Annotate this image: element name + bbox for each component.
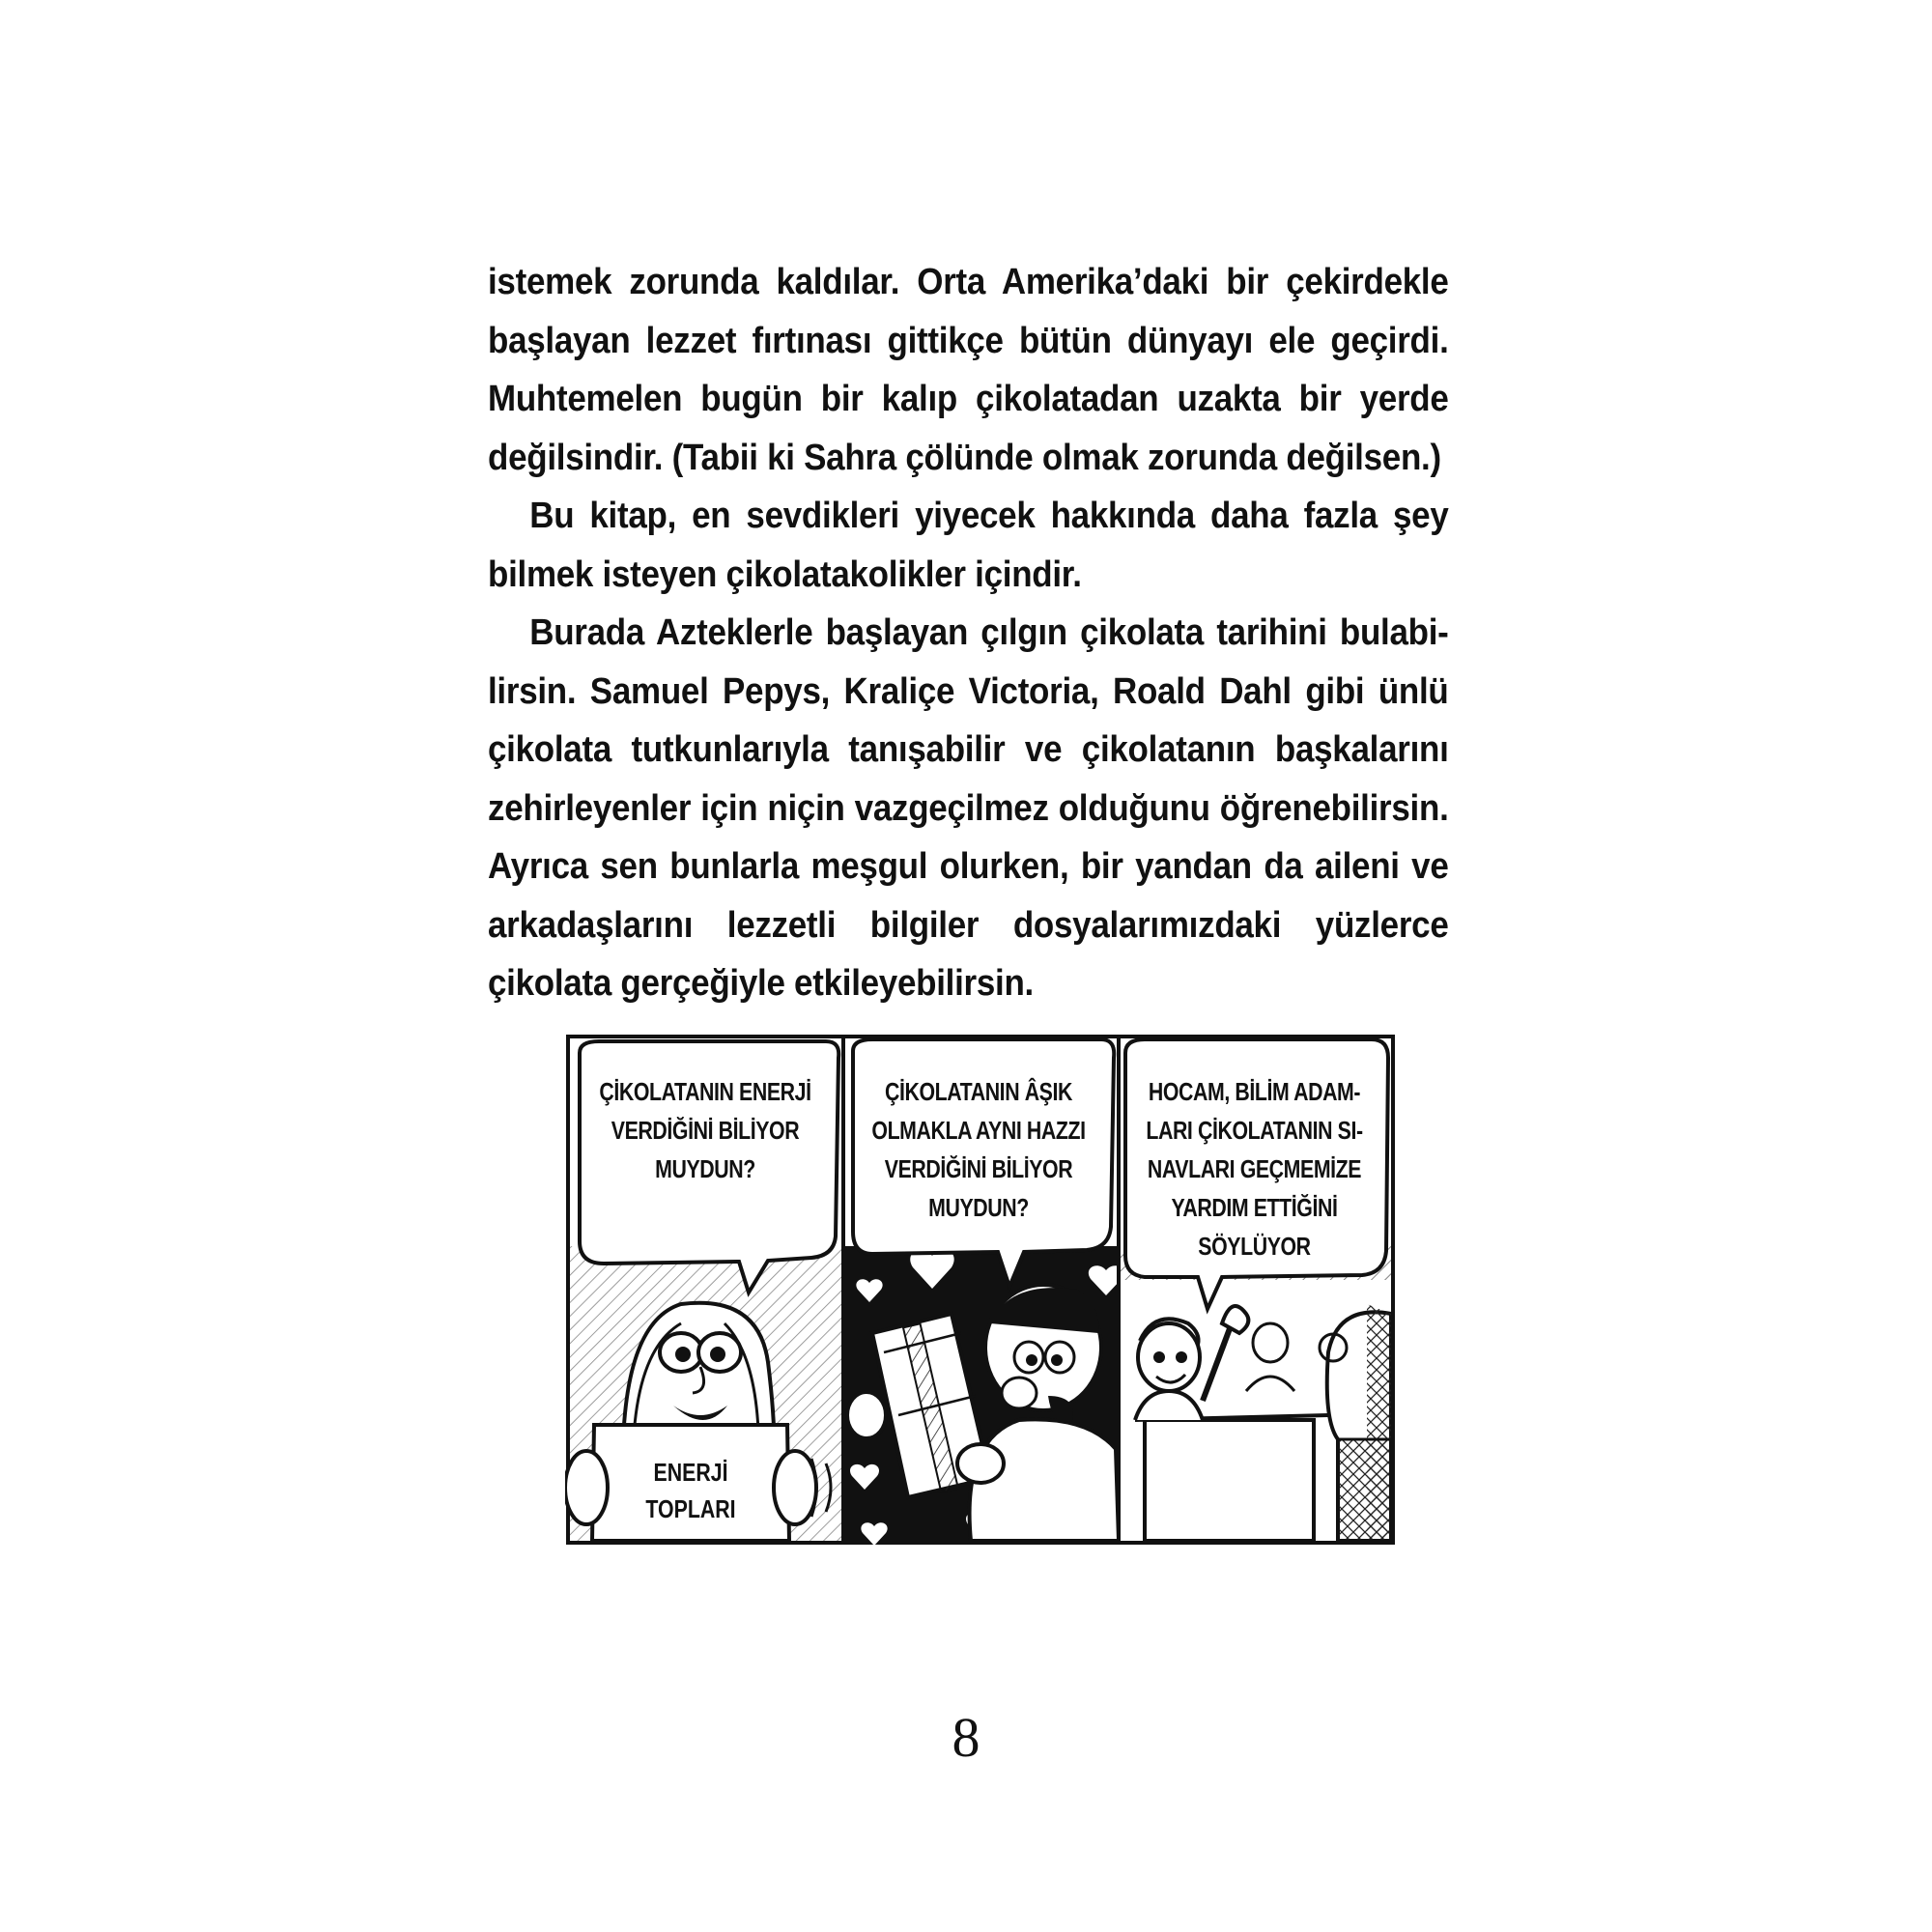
panel-1-speech: ÇİKOLATANIN ENERJİ VERDİĞİNİ BİLİYOR MUYDUN? <box>599 1077 811 1183</box>
paragraph-3: Burada Azteklerle başlayan çılgın çikolata tarihini bulabi-lirsin. Samuel Pepys, Kraliçe Victoria, Roald Dahl gibi ünlü çikolata tutkunlarıyla tanışabilir ve çikolatanın başkalarını zehirleyenler için niçin vazgeçilmez olduğunu öğrenebilirsin. Ayrıca sen bunlarla meşgul olurken, bir yandan da aileni ve arkadaşlarını lezzetli bilgiler dosyalarımızdaki yüzlerce çikolata gerçeğiyle etkileyebilirsin. <box>488 612 1449 1004</box>
panel-3-art <box>1119 1246 1391 1541</box>
panel-3-speech: HOCAM, BİLİM ADAM- LARI ÇİKOLATANIN SI- NAVLARI GEÇMEMİZE YARDIM ETTİĞİNİ SÖYLÜYOR <box>1146 1077 1363 1261</box>
paragraph-2: Bu kitap, en sevdikleri yiyecek hakkında daha fazla şey bilmek isteyen çikolatakolikler içindir. <box>488 496 1449 595</box>
panel-1-sign-text: ENERJİ TOPLARI <box>645 1458 736 1523</box>
panel-2-speech: ÇİKOLATANIN ÂŞIK OLMAKLA AYNI HAZZI VERDİĞİNİ BİLİYOR MUYDUN? <box>871 1077 1086 1222</box>
paragraph-1: istemek zorunda kaldılar. Orta Amerika’daki bir çekirdekle başlayan lezzet fırtınası gittikçe bütün dünyayı ele geçirdi. Muhtemelen bugün bir kalıp çikolatadan uzakta bir yerde değilsindir. (Tabii ki Sahra çölünde olmak zorunda değilsen.) <box>488 262 1449 478</box>
page-number: 8 <box>952 1706 980 1769</box>
comic-strip <box>565 1034 1396 1546</box>
panel-2-art <box>843 1246 1123 1546</box>
body-text <box>488 253 1449 1013</box>
